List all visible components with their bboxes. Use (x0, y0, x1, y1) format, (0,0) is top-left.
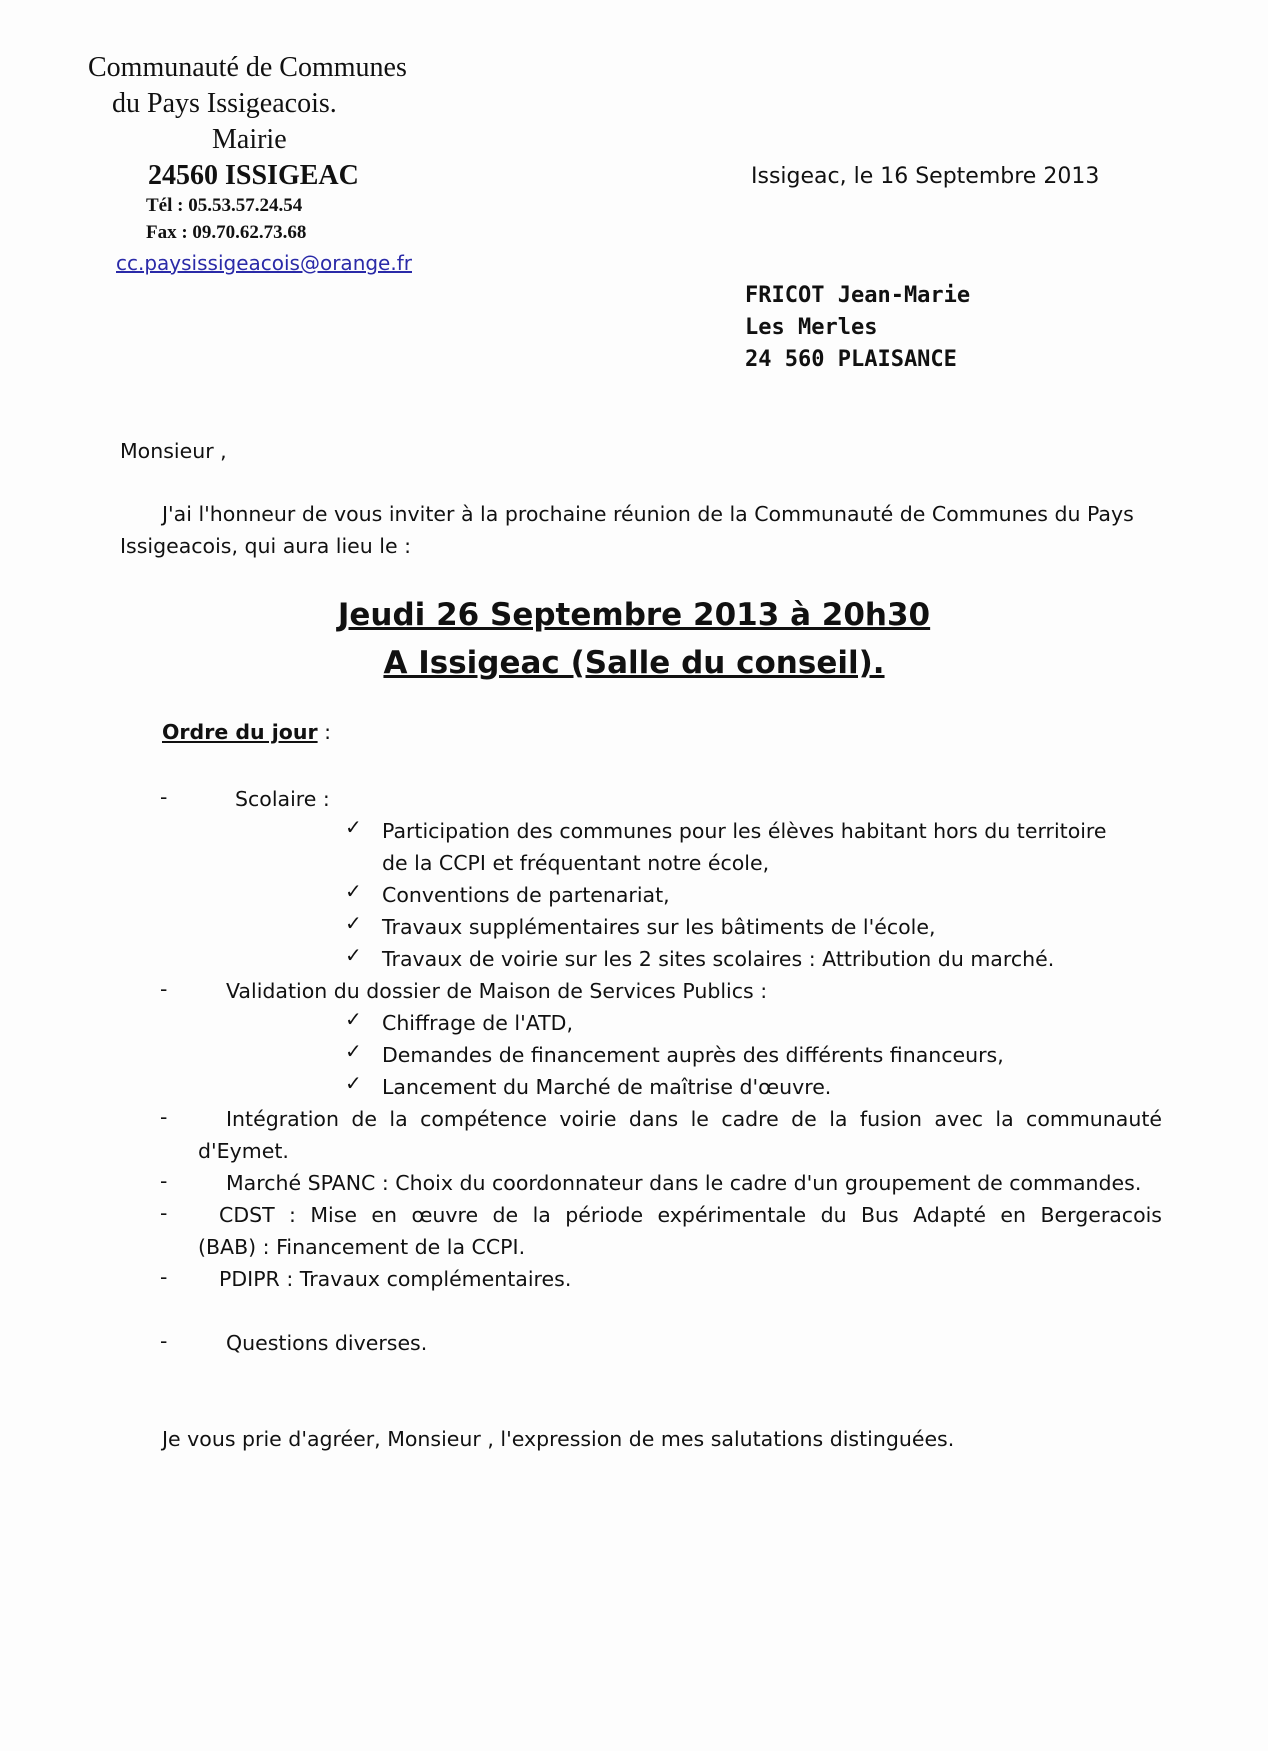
agenda-dash-3: - (160, 1105, 168, 1129)
checkmark-icon: ✓ (345, 911, 362, 935)
org-city: 24560 ISSIGEAC (148, 160, 359, 191)
recipient-name: FRICOT Jean-Marie (745, 283, 971, 308)
scolaire-item-3: Travaux supplémentaires sur les bâtiments de l'école, (382, 915, 936, 939)
agenda-dash-7: - (160, 1329, 168, 1353)
msp-item-3: Lancement du Marché de maîtrise d'œuvre. (382, 1075, 832, 1099)
msp-item-1: Chiffrage de l'ATD, (382, 1011, 573, 1035)
agenda-item-voirie-line2: d'Eymet. (198, 1139, 289, 1163)
scolaire-item-2: Conventions de partenariat, (382, 883, 670, 907)
agenda-dash-6: - (160, 1265, 168, 1289)
checkmark-icon: ✓ (345, 1039, 362, 1063)
agenda-item-voirie-line1: Intégration de la compétence voirie dans le cadre de la fusion avec la communauté (226, 1107, 1162, 1131)
checkmark-icon: ✓ (345, 1007, 362, 1031)
letter-date: Issigeac, le 16 Septembre 2013 (751, 164, 1100, 189)
intro-line1: J'ai l'honneur de vous inviter à la prochaine réunion de la Communauté de Communes du Pays (162, 502, 1134, 526)
org-email-link[interactable]: cc.paysissigeacois@orange.fr (116, 251, 412, 275)
agenda-dash-2: - (160, 977, 168, 1001)
intro-line2: Issigeacois, qui aura lieu le : (120, 534, 412, 558)
agenda-item-questions: Questions diverses. (226, 1331, 428, 1355)
scolaire-item-4: Travaux de voirie sur les 2 sites scolaires : Attribution du marché. (382, 947, 1055, 971)
org-mairie: Mairie (212, 124, 287, 155)
msp-item-2: Demandes de financement auprès des différents financeurs, (382, 1043, 1004, 1067)
org-name-line1: Communauté de Communes (88, 52, 407, 83)
agenda-heading-text: Ordre du jour (162, 720, 318, 744)
agenda-item-cdst-line1: CDST : Mise en œuvre de la période expérimentale du Bus Adapté en Bergeracois (219, 1203, 1162, 1227)
agenda-item-cdst-line2: (BAB) : Financement de la CCPI. (198, 1235, 526, 1259)
agenda-item-spanc: Marché SPANC : Choix du coordonnateur dans le cadre d'un groupement de commandes. (226, 1171, 1142, 1195)
agenda-dash-5: - (160, 1201, 168, 1225)
recipient-street: Les Merles (745, 315, 878, 340)
agenda-item-scolaire: Scolaire : (235, 787, 330, 811)
agenda-item-pdipr: PDIPR : Travaux complémentaires. (219, 1267, 572, 1291)
meeting-place: A Issigeac (Salle du conseil). (383, 645, 885, 681)
agenda-item-msp: Validation du dossier de Maison de Services Publics : (226, 979, 768, 1003)
checkmark-icon: ✓ (345, 1071, 362, 1095)
closing-formula: Je vous prie d'agréer, Monsieur , l'expression de mes salutations distinguées. (162, 1427, 955, 1451)
checkmark-icon: ✓ (345, 943, 362, 967)
scolaire-item-1-line2: de la CCPI et fréquentant notre école, (382, 851, 770, 875)
org-fax: Fax : 09.70.62.73.68 (146, 222, 307, 243)
checkmark-icon: ✓ (345, 879, 362, 903)
salutation: Monsieur , (120, 439, 227, 463)
recipient-city: 24 560 PLAISANCE (745, 347, 957, 372)
meeting-date: Jeudi 26 Septembre 2013 à 20h30 (337, 597, 931, 633)
agenda-dash-4: - (160, 1169, 168, 1193)
scolaire-item-1-line1: Participation des communes pour les élèves habitant hors du territoire (382, 819, 1107, 843)
checkmark-icon: ✓ (345, 815, 362, 839)
agenda-heading (162, 720, 331, 744)
org-tel: Tél : 05.53.57.24.54 (146, 195, 303, 216)
org-name-line2: du Pays Issigeacois. (112, 88, 337, 119)
agenda-dash-1: - (160, 785, 168, 809)
agenda-heading-colon: : (317, 720, 332, 744)
